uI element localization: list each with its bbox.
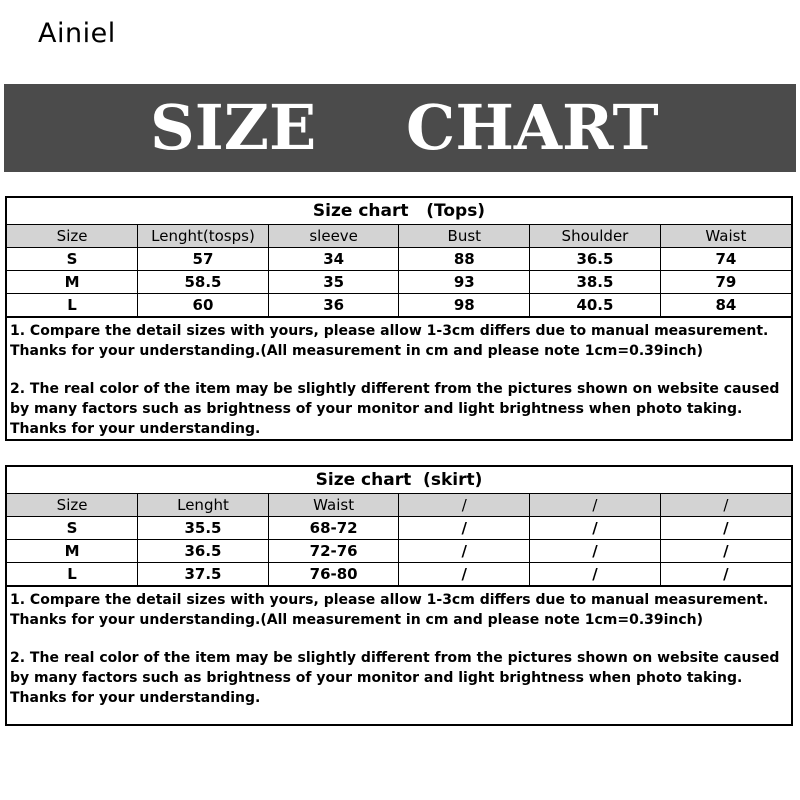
- table-cell: 98: [399, 294, 530, 317]
- table-cell: /: [399, 540, 530, 563]
- table-row: [7, 248, 791, 271]
- table-cell: /: [660, 540, 791, 563]
- header-cell: sleeve: [268, 225, 399, 248]
- banner-word-chart: CHART: [406, 91, 659, 164]
- table-cell: 35.5: [138, 517, 269, 540]
- table-cell: /: [530, 563, 661, 586]
- table-cell: 36: [268, 294, 399, 317]
- table-cell: /: [530, 540, 661, 563]
- skirt-chart-title: Size chart (skirt): [7, 467, 791, 494]
- skirt-size-table: [7, 494, 791, 586]
- table-cell: 76-80: [268, 563, 399, 586]
- banner-word-size: SIZE: [150, 91, 317, 164]
- table-cell: 84: [660, 294, 791, 317]
- table-cell: 58.5: [138, 271, 269, 294]
- tops-size-table: [7, 225, 791, 317]
- table-row: [7, 540, 791, 563]
- header-cell: Waist: [268, 494, 399, 517]
- header-cell: /: [399, 494, 530, 517]
- table-cell: M: [7, 271, 138, 294]
- table-header-row: [7, 494, 791, 517]
- table-cell: 74: [660, 248, 791, 271]
- brand-logo-text: Ainiel: [38, 18, 116, 49]
- table-cell: S: [7, 248, 138, 271]
- table-cell: 68-72: [268, 517, 399, 540]
- table-row: [7, 271, 791, 294]
- table-cell: /: [660, 563, 791, 586]
- table-cell: 88: [399, 248, 530, 271]
- table-cell: 36.5: [138, 540, 269, 563]
- color-note: 2. The real color of the item may be slightly different from the pictures shown on website caused by many factors such as brightness of your monitor and light brightness when photo taking. Thanks for your understanding.: [10, 381, 780, 437]
- table-cell: 57: [138, 248, 269, 271]
- tops-notes: [7, 317, 791, 439]
- table-cell: 40.5: [530, 294, 661, 317]
- tops-chart-title: Size chart (Tops): [7, 198, 791, 225]
- header-cell: Shoulder: [530, 225, 661, 248]
- header-cell: Size: [7, 494, 138, 517]
- header-cell: /: [530, 494, 661, 517]
- skirt-size-chart: [5, 465, 793, 726]
- table-cell: 79: [660, 271, 791, 294]
- table-cell: 60: [138, 294, 269, 317]
- table-cell: 36.5: [530, 248, 661, 271]
- color-note: 2. The real color of the item may be slightly different from the pictures shown on website caused by many factors such as brightness of your monitor and light brightness when photo taking. Thanks for your understanding.: [10, 650, 780, 706]
- table-cell: 93: [399, 271, 530, 294]
- tops-size-chart: [5, 196, 793, 441]
- table-cell: 37.5: [138, 563, 269, 586]
- table-cell: M: [7, 540, 138, 563]
- header-cell: Size: [7, 225, 138, 248]
- header-cell: Waist: [660, 225, 791, 248]
- table-cell: 38.5: [530, 271, 661, 294]
- table-header-row: [7, 225, 791, 248]
- table-row: [7, 517, 791, 540]
- table-cell: 35: [268, 271, 399, 294]
- table-cell: /: [399, 517, 530, 540]
- table-cell: S: [7, 517, 138, 540]
- measurement-note: 1. Compare the detail sizes with yours, please allow 1-3cm differs due to manual measurement. Thanks for your understanding.(All measurement in cm and please note 1cm=0.39inch): [10, 323, 769, 359]
- header-cell: /: [660, 494, 791, 517]
- table-cell: 72-76: [268, 540, 399, 563]
- table-row: [7, 294, 791, 317]
- table-cell: 34: [268, 248, 399, 271]
- header-cell: Lenght: [138, 494, 269, 517]
- table-cell: L: [7, 294, 138, 317]
- table-cell: L: [7, 563, 138, 586]
- header-cell: Lenght(tosps): [138, 225, 269, 248]
- table-cell: /: [399, 563, 530, 586]
- table-cell: /: [530, 517, 661, 540]
- skirt-notes: [7, 586, 791, 708]
- size-chart-banner: [4, 84, 796, 172]
- table-cell: /: [660, 517, 791, 540]
- table-row: [7, 563, 791, 586]
- measurement-note: 1. Compare the detail sizes with yours, please allow 1-3cm differs due to manual measurement. Thanks for your understanding.(All measurement in cm and please note 1cm=0.39inch): [10, 592, 769, 628]
- header-cell: Bust: [399, 225, 530, 248]
